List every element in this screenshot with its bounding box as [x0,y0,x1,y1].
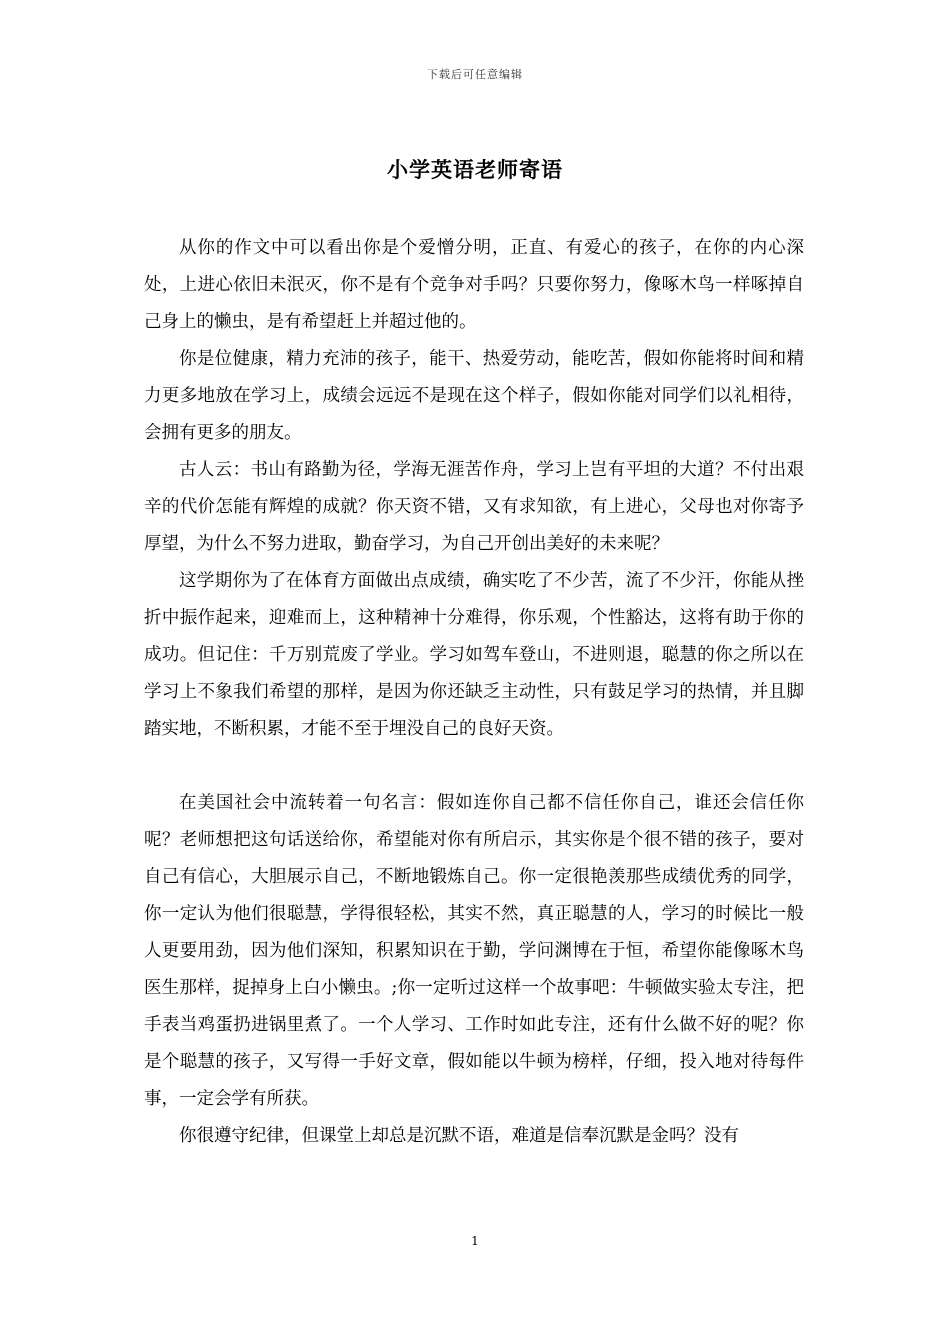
paragraph: 你是位健康，精力充沛的孩子，能干、热爱劳动，能吃苦，假如你能将时间和精力更多地放在学习上，成绩会远远不是现在这个样子，假如你能对同学们以礼相待，会拥有更多的朋友。 [144,349,804,443]
paragraph: 这学期你为了在体育方面做出点成绩，确实吃了不少苦，流了不少汗，你能从挫折中振作起来，迎难而上，这种精神十分难得，你乐观，个性豁达，这将有助于你的成功。但记住：千万别荒废了学业。学习如驾车登山，不进则退，聪慧的你之所以在学习上不象我们希望的那样，是因为你还缺乏主动性，只有鼓足学习的热情，并且脚踏实地，不断积累，才能不至于埋没自己的良好天资。 [144,571,804,739]
paragraph: 你很遵守纪律，但课堂上却总是沉默不语，难道是信奉沉默是金吗？没有 [179,1126,739,1146]
header-note: 下载后可任意编辑 [427,68,523,81]
document-body [144,230,804,1155]
page-number: 1 [471,1234,479,1248]
blank-line [144,748,804,785]
document-title: 小学英语老师寄语 [387,157,563,182]
paragraph: 在美国社会中流转着一句名言：假如连你自己都不信任你自己，谁还会信任你呢？老师想把这句话送给你，希望能对你有所启示，其实你是个很不错的孩子，要对自己有信心，大胆展示自己，不断地锻炼自己。你一定很艳羡那些成绩优秀的同学，你一定认为他们很聪慧，学得很轻松，其实不然，真正聪慧的人，学习的时候比一般人更要用劲，因为他们深知，积累知识在于勤，学问渊博在于恒，希望你能像啄木鸟医生那样，捉掉身上白小懒虫。;你一定听过这样一个故事吧：牛顿做实验太专注，把手表当鸡蛋扔进锅里煮了。一个人学习、工作时如此专注，还有什么做不好的呢？你是个聪慧的孩子，又写得一手好文章，假如能以牛顿为榜样，仔细，投入地对待每件事，一定会学有所获。 [144,793,804,1109]
paragraph: 古人云：书山有路勤为径，学海无涯苦作舟，学习上岂有平坦的大道？不付出艰辛的代价怎能有辉煌的成就？你天资不错，又有求知欲，有上进心，父母也对你寄予厚望，为什么不努力进取，勤奋学习，为自己开创出美好的未来呢？ [144,460,804,554]
paragraph: 从你的作文中可以看出你是个爱憎分明，正直、有爱心的孩子，在你的内心深处，上进心依旧未泯灭，你不是有个竞争对手吗？只要你努力，像啄木鸟一样啄掉自己身上的懒虫，是有希望赶上并超过他的。 [144,238,804,332]
